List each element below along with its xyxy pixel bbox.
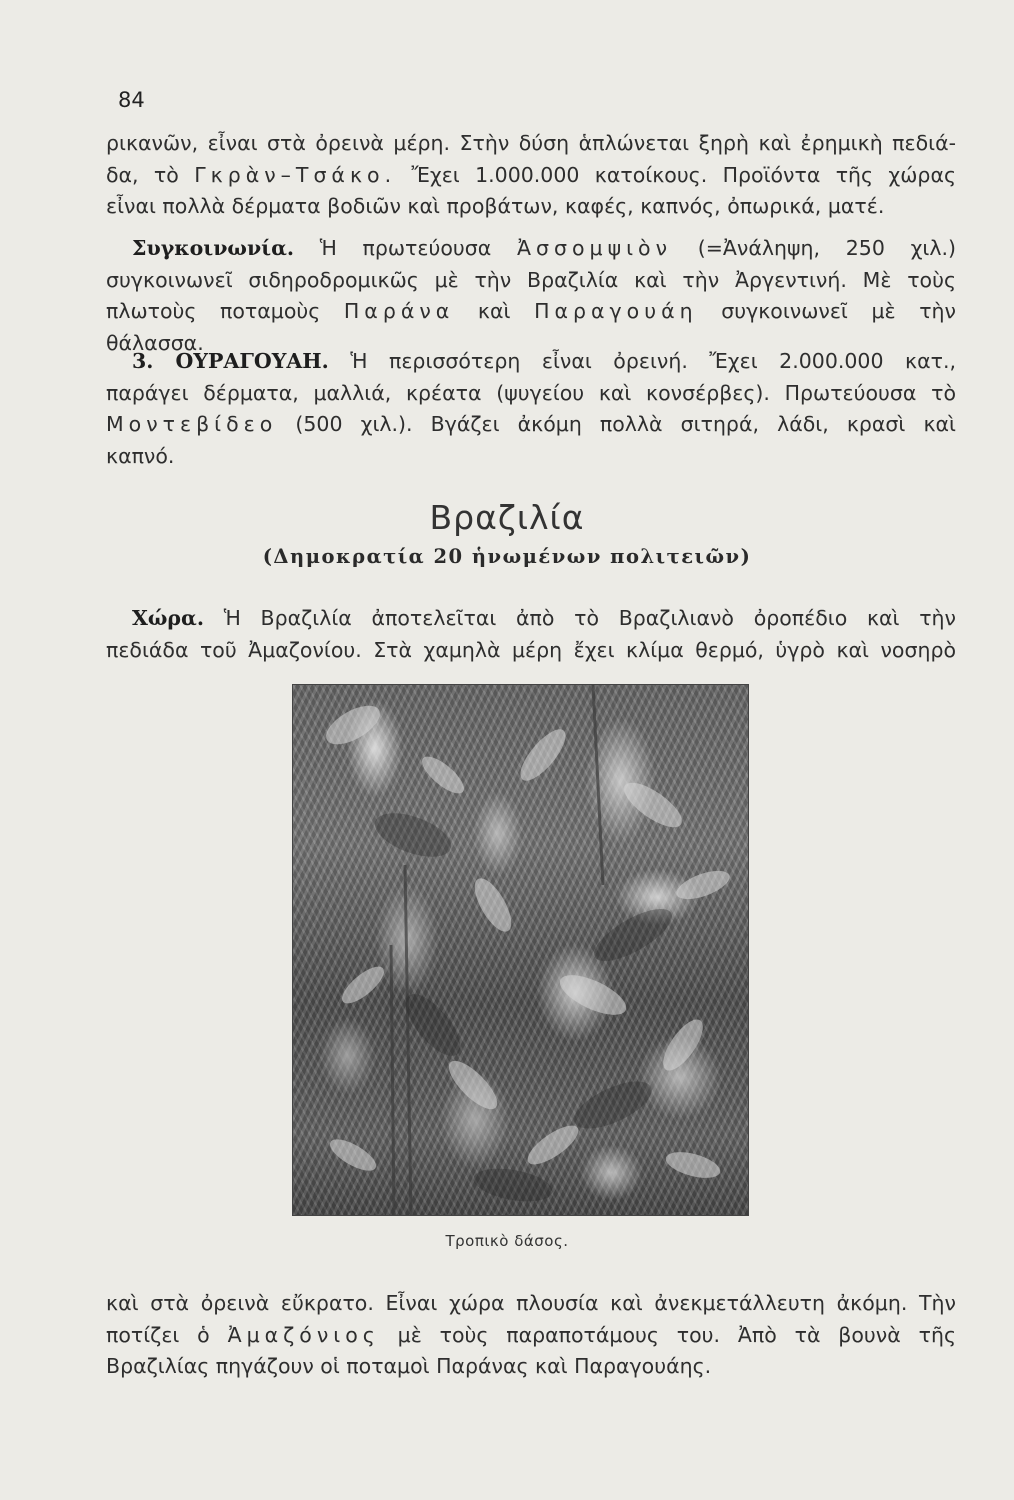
page-number: 84 (118, 88, 145, 112)
paragraph-heading: 3. ΟΥΡΑΓΟΥΑΗ. (132, 349, 329, 373)
paragraph-country-continued (106, 1288, 956, 1383)
figure-caption: Τροπικὸ δάσος. (445, 1232, 569, 1250)
tropical-forest-photo (292, 684, 749, 1216)
place-name: Ἀσσομψιὸν (516, 236, 673, 260)
section-title: Βραζιλία (429, 498, 585, 537)
section-subtitle: (Δημοκρατία 20 ἡνωμένων πολιτειῶν) (262, 545, 752, 568)
place-name: Μοντεβίδεο (106, 412, 278, 436)
text-line: Συγκοινωνία. Ἡ πρωτεύουσα Ἀσσομψιὸν (=Ἀνάληψη, 250 χιλ.) (132, 236, 956, 260)
tree-trunk (391, 945, 394, 1215)
river-name: Ἀμαζόνιος (227, 1322, 380, 1347)
text-line: καὶ στὰ ὀρεινὰ εὔκρατο. Εἶναι χώρα πλουσία καὶ ἀνεκμετάλλευτη ἀκόμη. Τὴν (106, 1291, 956, 1315)
text-line: Βραζιλίας πηγάζουν οἱ ποταμοὶ Παράνας καὶ Παραγουάης. (106, 1354, 712, 1378)
place-name: Παραγουάη (534, 299, 698, 323)
text-line: Μοντεβίδεο (500 χιλ.). Βγάζει ἀκόμη πολλὰ σιτηρά, λάδι, κρασὶ καὶ (106, 412, 956, 436)
place-name: Παράνα (343, 299, 455, 323)
place-name: Γκρὰν–Τσάκο. (194, 162, 397, 187)
text-line: 3. ΟΥΡΑΓΟΥΑΗ. Ἡ περισσότερη εἶναι ὀρεινή. Ἔχει 2.000.000 κατ., (132, 349, 956, 373)
foliage-shadows (369, 804, 679, 1206)
text-line: θάλασσα. (106, 330, 204, 355)
text-line: πλωτοὺς ποταμοὺς Παράνα καὶ Παραγουάη συγκοινωνεῖ μὲ τὴν (106, 299, 957, 323)
text-line: παράγει δέρματα, μαλλιά, κρέατα (ψυγείου καὶ κονσέρβες). Πρωτεύουσα τὸ (106, 380, 956, 405)
text-line: ποτίζει ὁ Ἀμαζόνιος μὲ τοὺς παραποτάμους του. Ἀπὸ τὰ βουνὰ τῆς (106, 1322, 956, 1347)
paragraph-paraguay-continued (106, 128, 956, 223)
text-line: συγκοινωνεῖ σιδηροδρομικῶς μὲ τὴν Βραζιλία καὶ τὴν Ἀργεντινή. Μὲ τοὺς (106, 267, 956, 292)
paragraph-uruguay (106, 346, 956, 472)
text-line: δα, τὸ Γκρὰν–Τσάκο. Ἔχει 1.000.000 κατοίκους. Προϊόντα τῆς χώρας (106, 162, 956, 187)
paragraph-communication (106, 233, 956, 359)
text-line: εἶναι πολλὰ δέρματα βοδιῶν καὶ προβάτων, καφές, καπνός, ὀπωρικά, ματέ. (106, 194, 885, 218)
text-line: Χώρα. Ἡ Βραζιλία ἀποτελεῖται ἀπὸ τὸ Βραζιλιανὸ ὀροπέδιο καὶ τὴν (132, 606, 956, 630)
foliage-highlights (320, 698, 733, 1183)
paragraph-heading: Συγκοινωνία. (132, 236, 295, 260)
tree-trunk (593, 685, 603, 885)
text-line: ρικανῶν, εἶναι στὰ ὀρεινὰ μέρη. Στὴν δύση ἁπλώνεται ξηρὴ καὶ ἐρημικὴ πεδιά- (106, 131, 956, 155)
tree-trunk (405, 865, 411, 1215)
paragraph-heading: Χώρα. (132, 606, 204, 630)
paragraph-country (106, 603, 956, 666)
text-line: πεδιάδα τοῦ Ἀμαζονίου. Στὰ χαμηλὰ μέρη ἔχει κλίμα θερμό, ὑγρὸ καὶ νοσηρὸ (106, 637, 956, 662)
forest-texture (293, 685, 748, 1215)
text-line: καπνό. (106, 443, 175, 468)
